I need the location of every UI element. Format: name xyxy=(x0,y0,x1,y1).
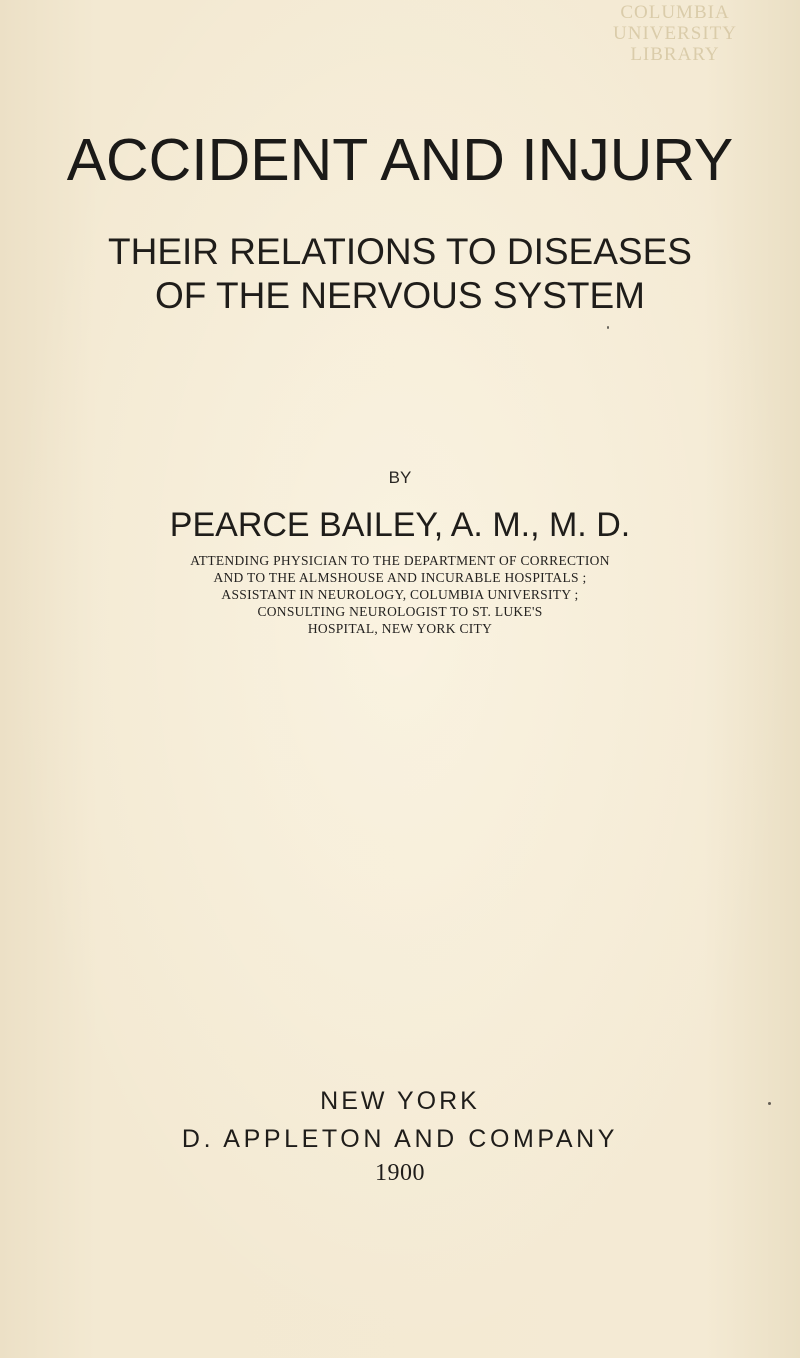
book-subtitle xyxy=(0,230,800,318)
affiliation-line-4: CONSULTING NEUROLOGIST TO ST. LUKE'S xyxy=(257,604,543,619)
affiliation-line-5: HOSPITAL, NEW YORK CITY xyxy=(307,621,493,636)
imprint-publisher: D. APPLETON AND COMPANY xyxy=(181,1125,619,1153)
book-title: ACCIDENT AND INJURY xyxy=(66,127,734,193)
imprint-year: 1900 xyxy=(375,1160,425,1186)
author-name: PEARCE BAILEY, A. M., M. D. xyxy=(169,506,631,544)
affiliation-line-2: AND TO THE ALMSHOUSE AND INCURABLE HOSPITALS ; xyxy=(213,570,587,585)
paper-speck xyxy=(607,326,609,329)
author-affiliation xyxy=(0,552,800,637)
stamp-line-3: LIBRARY xyxy=(630,44,720,65)
affiliation-line-1: ATTENDING PHYSICIAN TO THE DEPARTMENT OF CORRECTION xyxy=(190,553,610,568)
imprint-city: NEW YORK xyxy=(320,1087,480,1115)
paper-speck xyxy=(768,1102,771,1105)
stamp-line-1: COLUMBIA xyxy=(620,2,730,23)
subtitle-line-2: OF THE NERVOUS SYSTEM xyxy=(155,275,645,316)
affiliation-line-3: ASSISTANT IN NEUROLOGY, COLUMBIA UNIVERSITY ; xyxy=(221,587,579,602)
subtitle-line-1: THEIR RELATIONS TO DISEASES xyxy=(108,231,692,272)
stamp-line-2: UNIVERSITY xyxy=(613,23,737,44)
library-stamp xyxy=(600,2,750,65)
by-label: BY xyxy=(388,468,412,487)
